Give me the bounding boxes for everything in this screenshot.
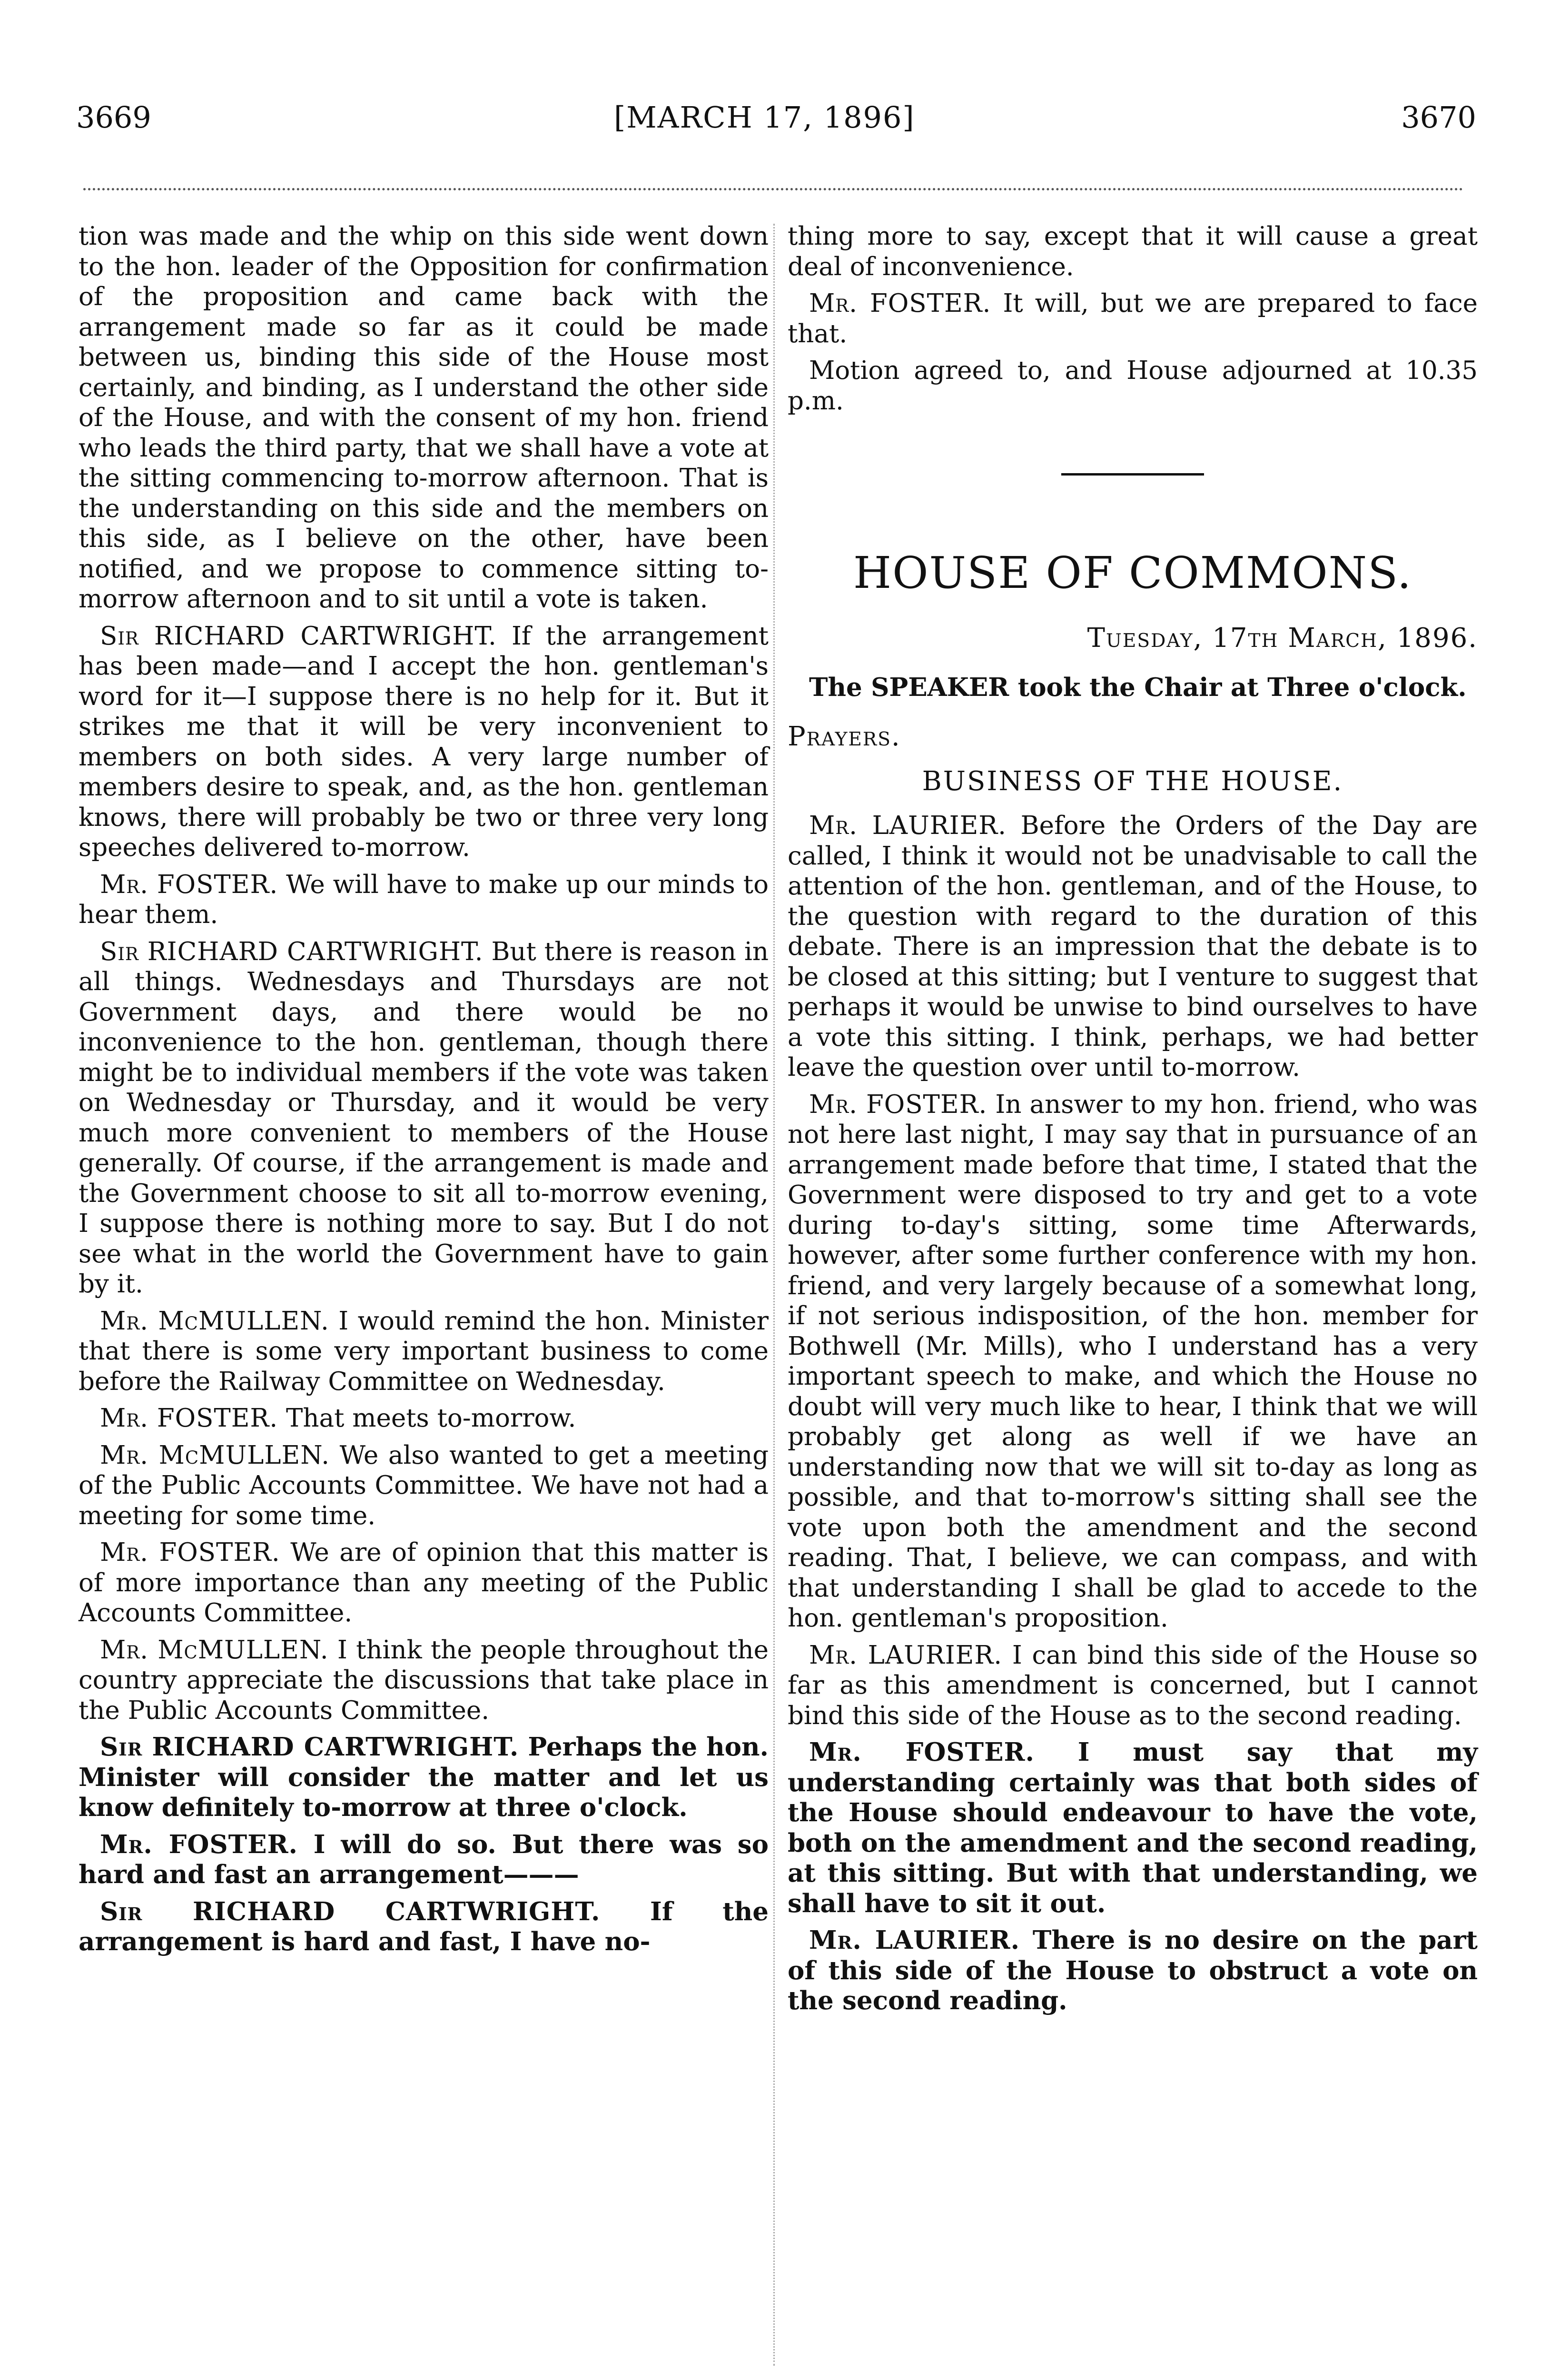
- paragraph: tion was made and the whip on this side went down to the hon. leader of the Opposition for confirmation of the proposition and came back with the arrangement made so far as it could be made between us, binding this side of the House most certainly, and binding, as I understand the other side of the House, and with the consent of my hon. friend who leads the third party, that we shall have a vote at the sitting commencing to-morrow afternoon. That is the understanding on this side and the members on this side, as I believe on the other, have been notified, and we propose to commence sitting to-morrow afternoon and to sit until a vote is taken.: [79, 222, 769, 614]
- speech: Mr. FOSTER. It will, but we are prepared to face that.: [788, 289, 1478, 348]
- speech: Mr. FOSTER. We will have to make up our minds to hear them.: [79, 870, 769, 929]
- speech: Mr. FOSTER. In answer to my hon. friend, who was not here last night, I may say that in pursuance of an arrangement made before that time, I stated that the Government were disposed to try and get to a vote during to-day's sitting, some time Afterwards, however, after some further conference with my hon. friend, and very largely because of a somewhat long, if not serious indisposition, of the hon. member for Bothwell (Mr. Mills), who I understand has a very important speech to make, and which the House no doubt will very much like to hear, I think that we will probably get along as well if we have an understanding now that we will sit to-day as long as possible, and that to-morrow's sitting shall see the vote upon both the amendment and the second reading. That, I believe, we can compass, and with that understanding I shall be glad to accede to the hon. gentleman's proposition.: [788, 1090, 1478, 1633]
- speech: Sir RICHARD CARTWRIGHT. If the arrangement is hard and fast, I have no-: [79, 1896, 769, 1956]
- speech: Sir RICHARD CARTWRIGHT. Perhaps the hon. Minister will consider the matter and let us know definitely to-morrow at three o'clock.: [79, 1732, 769, 1822]
- speaker-name: Mr. LAURIER.: [809, 811, 1007, 840]
- speech: Mr. FOSTER. We are of opinion that this matter is of more importance than any meeting of the Public Accounts Committee.: [79, 1538, 769, 1627]
- paragraph: thing more to say, except that it will cause a great deal of inconvenience.: [788, 222, 1478, 281]
- speaker-name: Mr. McMULLEN.: [100, 1440, 330, 1470]
- adjournment-note: Motion agreed to, and House adjourned at 10.35 p.m.: [788, 356, 1478, 416]
- section-separator: [1061, 473, 1204, 476]
- speech: Mr. LAURIER. Before the Orders of the Day are called, I think it would not be unadvisable to call the attention of the hon. gentleman, and of the House, to the question with regard to the duration of this debate. There is an impression that the debate is to be closed at this sitting; but I venture to suggest that perhaps it would be unwise to bind ourselves to have a vote this sitting. I think, perhaps, we had better leave the question over until to-morrow.: [788, 811, 1478, 1082]
- speech: Sir RICHARD CARTWRIGHT. But there is reason in all things. Wednesdays and Thursdays are not Government days, and there would be no inconvenience to the hon. gentleman, though there might be to individual members if the vote was taken on Wednesday or Thursday, and it would be very much more convenient to members of the House generally. Of course, if the arrangement is made and the Government choose to sit all to-morrow evening, I suppose there is nothing more to say. But I do not see what in the world the Government have to gain by it.: [79, 937, 769, 1299]
- speaker-name: Mr. FOSTER.: [100, 1538, 280, 1567]
- speaker-name: Mr. FOSTER.: [809, 1090, 987, 1119]
- right-column: [788, 221, 1478, 2023]
- speaker-name: Sir RICHARD CARTWRIGHT.: [100, 621, 497, 651]
- speech: Mr. FOSTER. I must say that my understanding certainly was that both sides of the House should endeavour to have the vote, both on the amendment and the second reading, at this sitting. But with that understanding, we shall have to sit it out.: [788, 1737, 1478, 1918]
- speaker-chair-note: The SPEAKER took the Chair at Three o'clock.: [809, 672, 1467, 702]
- left-column: [79, 221, 769, 1964]
- speaker-name: Mr. LAURIER.: [809, 1925, 1020, 1955]
- speech: Mr. McMULLEN. I would remind the hon. Minister that there is some very important business to come before the Railway Committee on Wednesday.: [79, 1306, 769, 1396]
- header-date: [MARCH 17, 1896]: [614, 100, 915, 135]
- speech: Mr. FOSTER. I will do so. But there was so hard and fast an arrangement———: [79, 1829, 769, 1889]
- speech: Mr. McMULLEN. I think the people throughout the country appreciate the discussions that take place in the Public Accounts Committee.: [79, 1635, 769, 1725]
- speech: Mr. FOSTER. That meets to-morrow.: [100, 1404, 576, 1433]
- speaker-name: Mr. FOSTER.: [100, 1404, 278, 1433]
- sitting-date: Tuesday, 17th March, 1896.: [1087, 623, 1478, 654]
- page-header: [0, 100, 1550, 157]
- business-subheading: BUSINESS OF THE HOUSE.: [922, 765, 1343, 797]
- page-number-left: 3669: [76, 100, 151, 135]
- prayers-heading: Prayers.: [788, 721, 901, 752]
- speaker-name: Mr. FOSTER.: [100, 1829, 298, 1859]
- speaker-name: Mr. LAURIER.: [809, 1640, 1003, 1670]
- column-divider: [773, 224, 775, 2366]
- speaker-name: Mr. FOSTER.: [809, 289, 991, 318]
- speaker-name: Sir RICHARD CARTWRIGHT.: [100, 1732, 519, 1762]
- speech: Mr. LAURIER. There is no desire on the part of this side of the House to obstruct a vote on the second reading.: [788, 1925, 1478, 2015]
- speech: Mr. McMULLEN. We also wanted to get a meeting of the Public Accounts Committee. We have not had a meeting for some time.: [79, 1440, 769, 1530]
- speaker-name: Mr. FOSTER.: [809, 1737, 1035, 1767]
- speaker-name: Mr. McMULLEN.: [100, 1306, 329, 1336]
- speaker-name: Sir RICHARD CARTWRIGHT.: [100, 937, 484, 966]
- speech: Mr. LAURIER. I can bind this side of the House so far as this amendment is concerned, but I cannot bind this side of the House as to the second reading.: [788, 1640, 1478, 1730]
- speaker-name: Sir RICHARD CARTWRIGHT.: [100, 1896, 601, 1926]
- section-title: HOUSE OF COMMONS.: [853, 547, 1412, 598]
- speaker-name: Mr. FOSTER.: [100, 870, 278, 899]
- speaker-name: Mr. McMULLEN.: [100, 1635, 329, 1665]
- speech: Sir RICHARD CARTWRIGHT. If the arrangement has been made—and I accept the hon. gentleman's word for it—I suppose there is no help for it. But it strikes me that it will be very inconvenient to members on both sides. A very large number of members desire to speak, and, as the hon. gentleman knows, there will probably be two or three very long speeches delivered to-morrow.: [79, 621, 769, 862]
- page-number-right: 3670: [1401, 100, 1476, 135]
- header-rule: [83, 188, 1463, 190]
